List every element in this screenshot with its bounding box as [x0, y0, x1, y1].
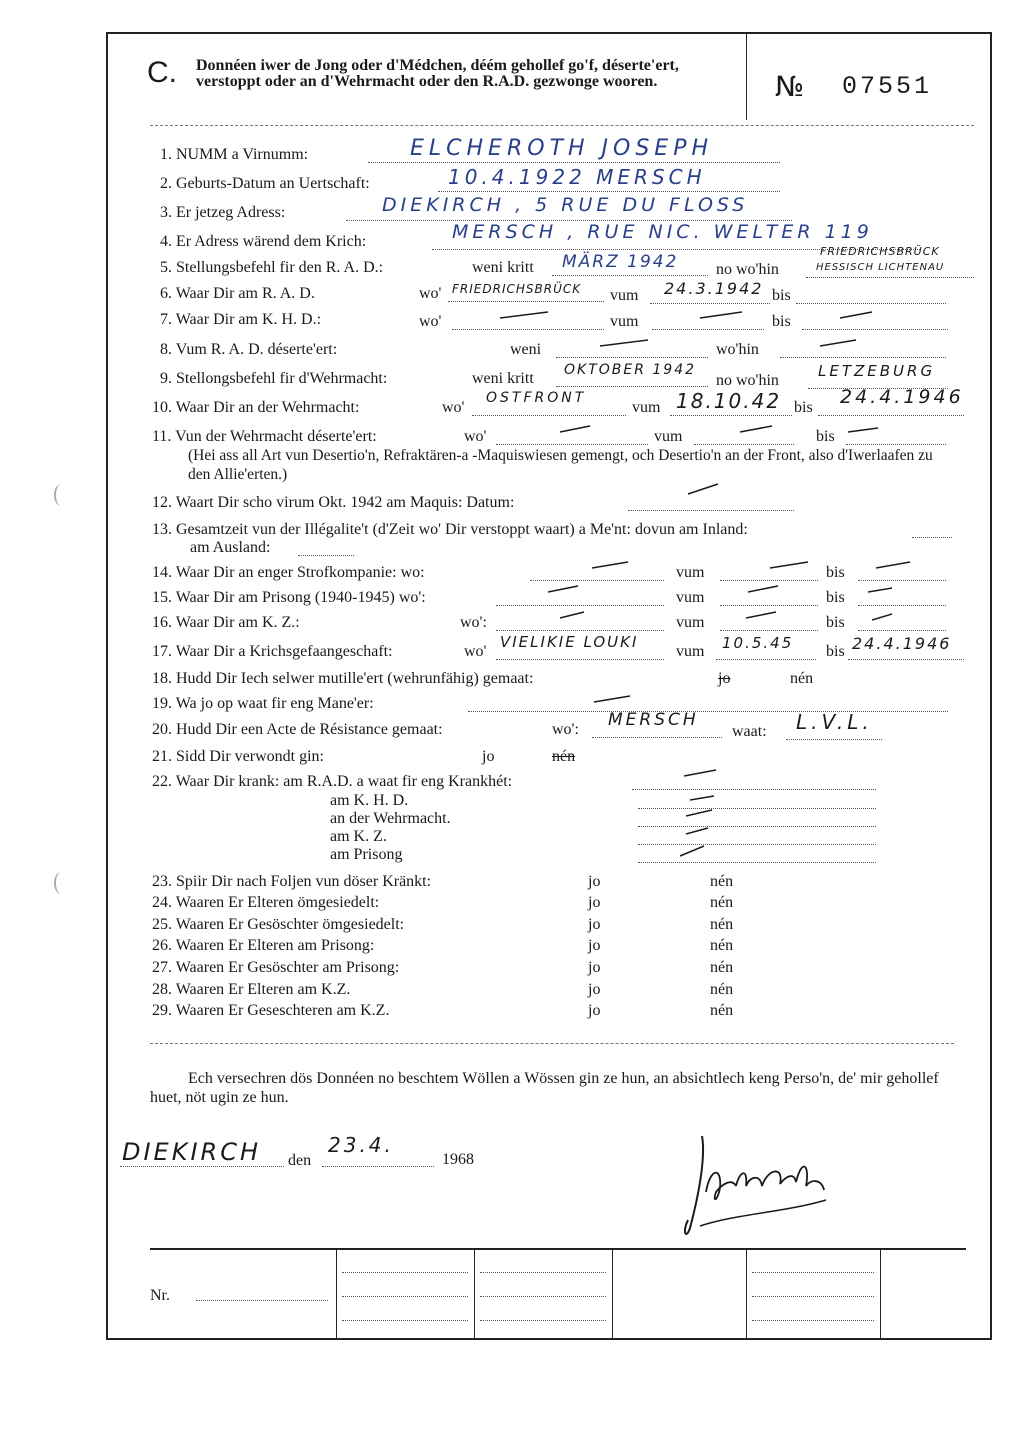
- option-nen: nén: [710, 1002, 734, 1019]
- q-number: 1.: [160, 146, 172, 163]
- answer-name: ELCHEROTH JOSEPH: [410, 136, 714, 161]
- question-26: 26. Waaren Er Elteren am Prisong:: [152, 937, 375, 954]
- number-label: №: [775, 70, 805, 103]
- answer-pow-until: 24.4.1946: [852, 634, 952, 653]
- answer-wehrmacht-to: LETZEBURG: [818, 362, 936, 380]
- answer-rad-date: MÄRZ 1942: [562, 252, 679, 272]
- signature-year: 1968: [442, 1151, 474, 1168]
- option-nen: nén: [710, 916, 734, 933]
- option-jo: jo: [718, 670, 731, 687]
- option-jo: jo: [588, 959, 601, 976]
- option-jo: jo: [588, 873, 601, 890]
- question-23: 23. Spiir Dir nach Foljen vun döser Kränkt:: [152, 873, 432, 890]
- option-jo: jo: [588, 894, 601, 911]
- option-nen: nén: [710, 873, 734, 890]
- question-6: 6. Waar Dir am R. A. D.: [160, 285, 315, 302]
- option-nen: nén: [552, 748, 576, 765]
- answer-address: DIEKIRCH , 5 RUE DU FLOSS: [382, 194, 749, 216]
- answer-wehrmacht-order: OKTOBER 1942: [564, 362, 697, 378]
- answer-resistance-what: L.V.L.: [796, 710, 873, 734]
- question-19: 19. Wa jo op waat fir eng Mane'er:: [152, 695, 374, 712]
- question-29: 29. Waaren Er Geseschteren am K.Z.: [152, 1002, 390, 1019]
- question-11-note: (Hei ass all Art vun Desertio'n, Refraktären-a -Maquiswiesen gemengt, och Desertio'n an der Front, also d'Iwerlaafen zu den Allie'erten.): [188, 447, 933, 483]
- option-jo: jo: [588, 937, 601, 954]
- answer-pow-from: 10.5.45: [722, 634, 794, 652]
- declaration: Ech versechren dös Donnéen no beschtem Wöllen a Wössen gin ze hun, an absichtlech keng Perso'n, de' mir gehollef huet, nöt ugin ze hun.: [150, 1070, 939, 1106]
- header-title: Donnéen iwer de Jong oder d'Médchen, déém gehollef go'f, déserte'ert, verstoppt oder an d'Wehrmacht oder den R.A.D. gezwonge wooren.: [196, 57, 679, 90]
- question-20: 20. Hudd Dir een Acte de Résistance gemaat:: [152, 721, 443, 738]
- answer-rad-where: FRIEDRICHSBRÜCK: [452, 282, 582, 296]
- question-8: 8. Vum R. A. D. déserte'ert:: [160, 341, 338, 358]
- question-22: 22. Waar Dir krank: am R.A.D. a waat fir eng Krankhét:: [152, 773, 513, 790]
- q-label: NUMM a Virnumm:: [176, 146, 309, 163]
- question-17: 17. Waar Dir a Krichsgefaangeschaft:: [152, 643, 393, 660]
- answer-resistance-where: MERSCH: [608, 710, 699, 730]
- question-11: 11. Vun der Wehrmacht déserte'ert:: [152, 428, 377, 445]
- answer-rad-place-1: FRIEDRICHSBRÜCK: [820, 245, 940, 258]
- section-letter: C.: [147, 56, 177, 89]
- question-7: 7. Waar Dir am K. H. D.:: [160, 311, 322, 328]
- question-16: 16. Waar Dir am K. Z.:: [152, 614, 300, 631]
- answer-rad-from: 24.3.1942: [664, 279, 764, 298]
- question-15: 15. Waar Dir am Prisong (1940-1945) wo':: [152, 589, 426, 606]
- question-18: 18. Hudd Dir Iech selwer mutille'ert (wehrunfähig) gemaat:: [152, 670, 534, 687]
- question-9: 9. Stellongsbefehl fir d'Wehrmacht:: [160, 370, 388, 387]
- option-nen: nén: [710, 959, 734, 976]
- question-12: 12. Waart Dir scho virum Okt. 1942 am Maquis: Datum:: [152, 494, 515, 511]
- option-jo: jo: [588, 981, 601, 998]
- option-nen: nén: [790, 670, 814, 687]
- question-4: 4. Er Adress wärend dem Krich:: [160, 233, 367, 250]
- question-21: 21. Sidd Dir verwondt gin:: [152, 748, 324, 765]
- signature-place: DIEKIRCH: [122, 1138, 262, 1166]
- option-jo: jo: [588, 1002, 601, 1019]
- answer-pow-where: VIELIKIE LOUKI: [500, 633, 639, 651]
- answer-wehrmacht-where: OSTFRONT: [486, 390, 587, 406]
- option-nen: nén: [710, 894, 734, 911]
- den-label: den: [288, 1152, 312, 1169]
- question-25: 25. Waaren Er Gesöschter ömgesiedelt:: [152, 916, 405, 933]
- answer-war-address: MERSCH , RUE NIC. WELTER 119: [452, 221, 873, 243]
- answer-wehrmacht-from: 18.10.42: [676, 389, 782, 413]
- question-5: 5. Stellungsbefehl fir den R. A. D.:: [160, 259, 384, 276]
- signature-date: 23.4.: [328, 1133, 394, 1157]
- form-number: 07551: [842, 72, 933, 101]
- question-3: 3. Er jetzeg Adress:: [160, 204, 286, 221]
- answer-rad-place-2: HESSISCH LICHTENAU: [816, 262, 945, 273]
- question-14: 14. Waar Dir an enger Strofkompanie: wo:: [152, 564, 425, 581]
- answer-wehrmacht-until: 24.4.1946: [840, 386, 964, 408]
- option-jo: jo: [588, 916, 601, 933]
- question-24: 24. Waaren Er Elteren ömgesiedelt:: [152, 894, 380, 911]
- answer-birth: 10.4.1922 MERSCH: [448, 165, 706, 189]
- option-jo: jo: [482, 748, 495, 765]
- question-27: 27. Waaren Er Gesöschter am Prisong:: [152, 959, 400, 976]
- option-nen: nén: [710, 981, 734, 998]
- nr-label: Nr.: [150, 1287, 170, 1304]
- question-2: 2. Geburts-Datum an Uertschaft:: [160, 175, 370, 192]
- option-nen: nén: [710, 937, 734, 954]
- question-10: 10. Waar Dir an der Wehrmacht:: [152, 399, 360, 416]
- question-13: 13. Gesamtzeit vun der Illégalite't (d'Zeit wo' Dir verstoppt waart) a Me'nt: dovun am Inland:: [152, 521, 748, 538]
- question-28: 28. Waaren Er Elteren am K.Z.: [152, 981, 351, 998]
